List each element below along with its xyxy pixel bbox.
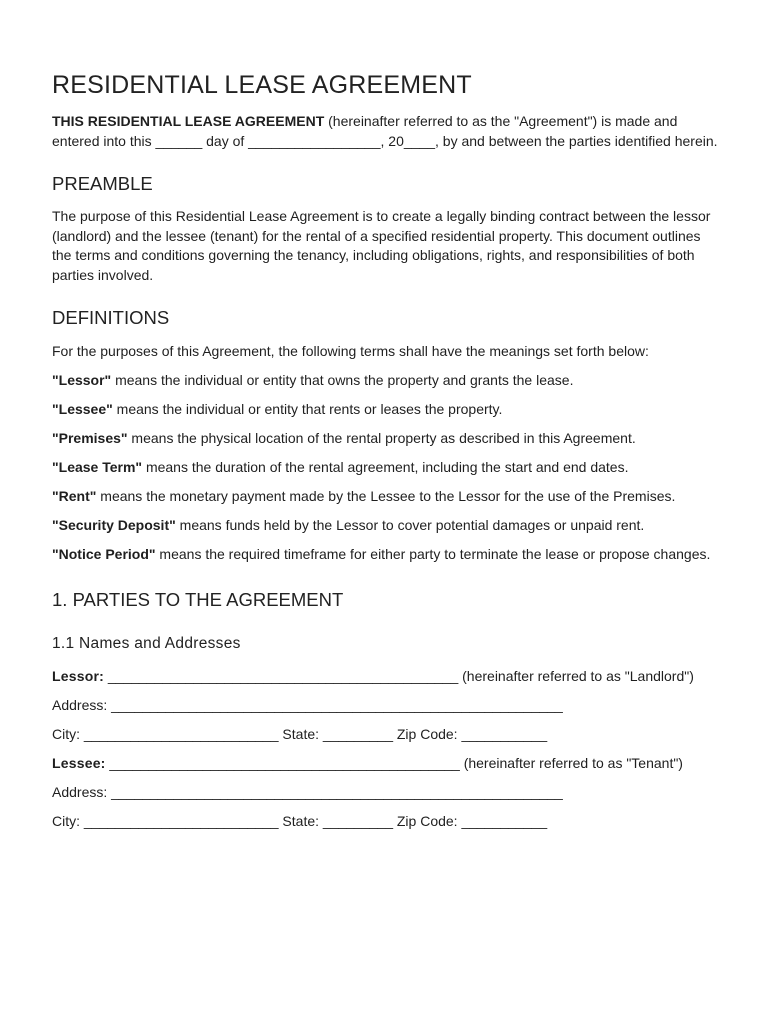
document-title: RESIDENTIAL LEASE AGREEMENT bbox=[52, 71, 472, 99]
definitions-heading: DEFINITIONS bbox=[52, 307, 170, 328]
definition-term: "Rent" bbox=[52, 488, 97, 504]
lessor-name-field: _____________________________________________ (hereinafter referred to as "Landlord") bbox=[103, 667, 694, 684]
definition-rent bbox=[52, 487, 720, 507]
definition-lessee bbox=[52, 400, 720, 420]
definition-text: means the duration of the rental agreement, including the start and end dates. bbox=[142, 459, 629, 475]
intro-bold-text: THIS RESIDENTIAL LEASE AGREEMENT bbox=[52, 113, 325, 129]
definition-term: "Lessor" bbox=[52, 372, 112, 388]
definition-text: means the monetary payment made by the Lessee to the Lessor for the use of the Premises. bbox=[96, 488, 676, 504]
definition-term: "Lease Term" bbox=[52, 459, 143, 475]
lessee-city-line: City: _________________________ State: _________ Zip Code: ___________ bbox=[52, 812, 548, 829]
definition-security-deposit bbox=[52, 516, 720, 536]
definition-text: means the individual or entity that owns the property and grants the lease. bbox=[111, 372, 574, 388]
definition-text: means the individual or entity that rents or leases the property. bbox=[112, 401, 503, 417]
lessor-city-line: City: _________________________ State: _________ Zip Code: ___________ bbox=[52, 725, 548, 742]
definition-text: means funds held by the Lessor to cover potential damages or unpaid rent. bbox=[175, 517, 645, 533]
definition-lease-term bbox=[52, 458, 720, 478]
section-1-1-heading: 1.1 Names and Addresses bbox=[52, 634, 241, 652]
preamble-heading: PREAMBLE bbox=[52, 173, 153, 194]
definition-text: means the required timeframe for either party to terminate the lease or propose changes. bbox=[155, 546, 711, 562]
definition-lessor bbox=[52, 371, 720, 391]
definition-term: "Premises" bbox=[52, 430, 128, 446]
definition-term: "Lessee" bbox=[52, 401, 113, 417]
preamble-text: The purpose of this Residential Lease Agreement is to create a legally binding contract between the lessor (landlord) and the lessee (tenant) for the rental of a specified residential property. This document outlines the terms and conditions governing the tenancy, including obligations, rights, and responsibilities of both parties involved. bbox=[52, 208, 711, 283]
intro-paragraph bbox=[52, 111, 720, 151]
definition-text: means the physical location of the rental property as described in this Agreement. bbox=[127, 430, 636, 446]
definition-term: "Security Deposit" bbox=[52, 517, 176, 533]
lessee-label: Lessee: bbox=[52, 754, 106, 771]
intro-text: (hereinafter referred to as the "Agreement") is made and entered into this ______ day of _________________, 20____, by and between the parties identified herein. bbox=[52, 113, 718, 149]
definition-term: "Notice Period" bbox=[52, 546, 156, 562]
definition-notice-period bbox=[52, 545, 720, 565]
lessor-label: Lessor: bbox=[52, 667, 104, 684]
definition-premises bbox=[52, 429, 720, 449]
lessee-address-line: Address: __________________________________________________________ bbox=[52, 783, 563, 800]
definitions-intro: For the purposes of this Agreement, the following terms shall have the meanings set forth below: bbox=[52, 343, 649, 359]
lessee-name-field: _____________________________________________ (hereinafter referred to as "Tenant") bbox=[105, 754, 683, 771]
section-1-heading: 1. PARTIES TO THE AGREEMENT bbox=[52, 588, 344, 610]
lessor-address-line: Address: __________________________________________________________ bbox=[52, 696, 563, 713]
lessor-name-line bbox=[52, 667, 720, 687]
lessee-name-line bbox=[52, 754, 720, 774]
document-content bbox=[52, 70, 720, 831]
